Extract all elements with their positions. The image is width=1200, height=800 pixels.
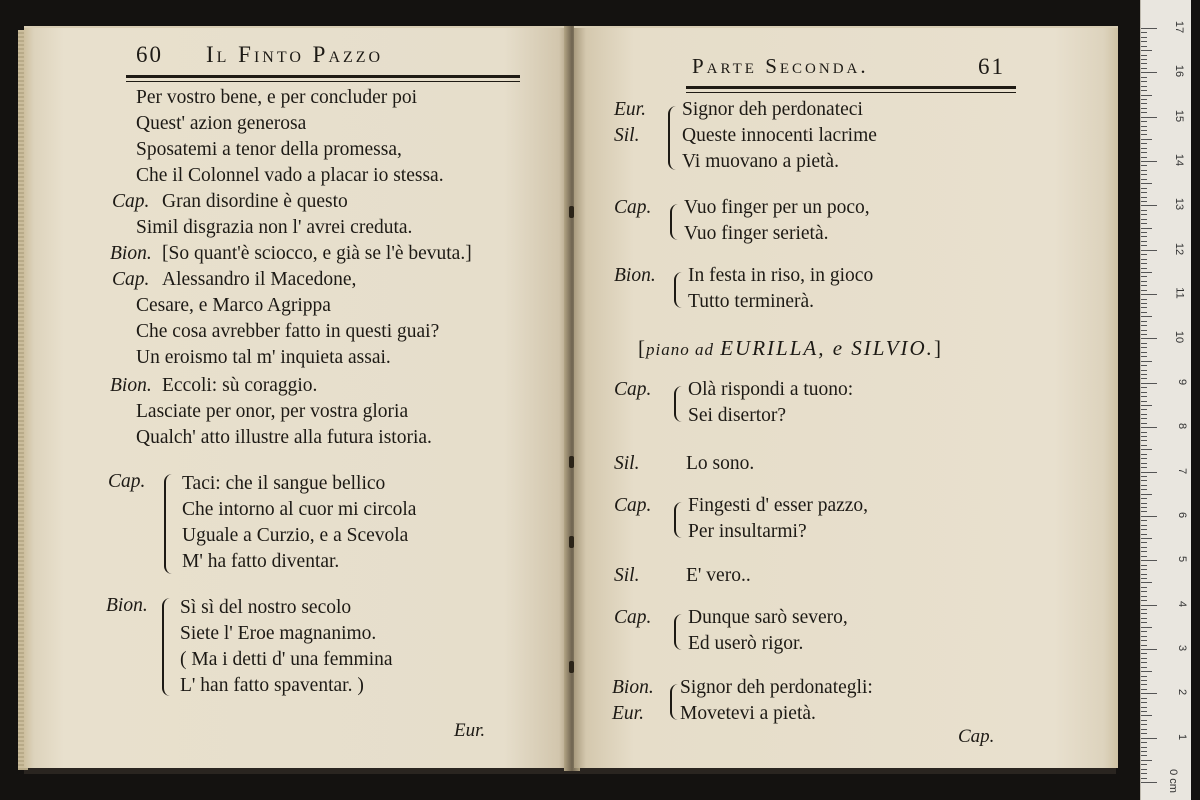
- ruler-minor-tick: [1141, 276, 1147, 277]
- ruler-minor-tick: [1141, 476, 1147, 477]
- ruler-minor-tick: [1141, 494, 1152, 495]
- ruler-minor-tick: [1141, 778, 1147, 779]
- ruler-minor-tick: [1141, 667, 1147, 668]
- speaker-label: Cap.: [614, 607, 652, 628]
- ruler-minor-tick: [1141, 702, 1147, 703]
- text-line: Che intorno al cuor mi circola: [182, 499, 417, 520]
- speaker-label: Cap.: [614, 379, 652, 400]
- ruler-minor-tick: [1141, 698, 1147, 699]
- ruler-minor-tick: [1141, 365, 1147, 366]
- text-line: In festa in riso, in gioco: [688, 265, 874, 286]
- text-line: L' han fatto spaventar. ): [180, 675, 364, 696]
- open-book: [24, 26, 1116, 774]
- ruler-minor-tick: [1141, 724, 1147, 725]
- ruler-minor-tick: [1141, 343, 1147, 344]
- ruler-major-tick: [1141, 782, 1157, 783]
- ruler-minor-tick: [1141, 59, 1147, 60]
- ruler-minor-tick: [1141, 640, 1147, 641]
- ruler-minor-tick: [1141, 596, 1147, 597]
- ruler-minor-tick: [1141, 387, 1147, 388]
- ruler-minor-tick: [1141, 671, 1152, 672]
- text-line: Che cosa avrebber fatto in questi guai?: [136, 321, 440, 342]
- ruler-minor-tick: [1141, 467, 1147, 468]
- ruler-minor-tick: [1141, 179, 1147, 180]
- ruler-minor-tick: [1141, 259, 1147, 260]
- stage-open-bracket: [: [638, 336, 646, 360]
- ruler-minor-tick: [1141, 742, 1147, 743]
- stage-italic: piano ad: [646, 340, 714, 359]
- ruler-minor-tick: [1141, 454, 1147, 455]
- ruler-minor-tick: [1141, 507, 1147, 508]
- ruler-minor-tick: [1141, 86, 1147, 87]
- ruler-minor-tick: [1141, 90, 1147, 91]
- text-line: Tutto terminerà.: [688, 291, 815, 312]
- header-rule-2: [686, 92, 1016, 93]
- ruler-minor-tick: [1141, 307, 1147, 308]
- ruler-minor-tick: [1141, 157, 1147, 158]
- ruler-minor-tick: [1141, 316, 1152, 317]
- ruler-minor-tick: [1141, 569, 1147, 570]
- ruler-minor-tick: [1141, 170, 1147, 171]
- ruler-minor-tick: [1141, 152, 1147, 153]
- ruler-minor-tick: [1141, 405, 1152, 406]
- speaker-label: Cap.: [108, 471, 146, 492]
- ruler-minor-tick: [1141, 148, 1147, 149]
- ruler-minor-tick: [1141, 41, 1147, 42]
- ruler-minor-tick: [1141, 121, 1147, 122]
- ruler-minor-tick: [1141, 241, 1147, 242]
- text-line: Fingesti d' esser pazzo,: [688, 495, 869, 516]
- ruler-major-tick: [1141, 294, 1157, 295]
- speaker-label: Bion.: [614, 265, 656, 286]
- ruler-label: 15: [1172, 109, 1185, 122]
- ruler-major-tick: [1141, 117, 1157, 118]
- text-line: Vuo finger serietà.: [684, 223, 829, 244]
- ruler-minor-tick: [1141, 662, 1147, 663]
- text-line: Cesare, e Marco Agrippa: [136, 295, 331, 316]
- catchword: Eur.: [454, 720, 486, 741]
- ruler-minor-tick: [1141, 591, 1147, 592]
- ruler-minor-tick: [1141, 210, 1147, 211]
- ruler-minor-tick: [1141, 55, 1147, 56]
- text-line: Per insultarmi?: [688, 521, 807, 542]
- ruler-label: 9: [1175, 378, 1188, 385]
- text-line: Sposatemi a tenor della promessa,: [136, 139, 402, 160]
- ruler-major-tick: [1141, 338, 1157, 339]
- stage-direction: [638, 336, 942, 361]
- ruler-minor-tick: [1141, 551, 1147, 552]
- text-line: Dunque sarò severo,: [688, 607, 848, 628]
- text-line: Simil disgrazia non l' avrei creduta.: [136, 217, 413, 238]
- ruler-label: 14: [1172, 153, 1185, 167]
- brace: [674, 502, 688, 538]
- ruler-minor-tick: [1141, 432, 1147, 433]
- ruler-minor-tick: [1141, 618, 1147, 619]
- ruler-minor-tick: [1141, 361, 1152, 362]
- ruler-minor-tick: [1141, 720, 1147, 721]
- ruler-minor-tick: [1141, 370, 1147, 371]
- speaker-label: Eur.: [612, 703, 644, 724]
- ruler-minor-tick: [1141, 534, 1147, 535]
- ruler-minor-tick: [1141, 769, 1147, 770]
- ruler-minor-tick: [1141, 99, 1147, 100]
- ruler-minor-tick: [1141, 232, 1147, 233]
- ruler-minor-tick: [1141, 582, 1152, 583]
- ruler-minor-tick: [1141, 418, 1147, 419]
- ruler-minor-tick: [1141, 50, 1152, 51]
- brace: [674, 386, 688, 422]
- ruler-label: 6: [1175, 511, 1188, 518]
- ruler-minor-tick: [1141, 489, 1147, 490]
- ruler-minor-tick: [1141, 733, 1147, 734]
- ruler-minor-tick: [1141, 396, 1147, 397]
- ruler-minor-tick: [1141, 95, 1152, 96]
- speaker-label: Sil.: [614, 565, 640, 586]
- left-page-number: 60: [136, 42, 163, 67]
- text-line: ( Ma i detti d' una femmina: [180, 649, 393, 670]
- ruler-minor-tick: [1141, 81, 1147, 82]
- stage-close-bracket: ]: [933, 336, 942, 360]
- ruler-minor-tick: [1141, 525, 1147, 526]
- right-page: [574, 26, 1118, 768]
- ruler-minor-tick: [1141, 245, 1147, 246]
- ruler-minor-tick: [1141, 254, 1147, 255]
- ruler-minor-tick: [1141, 197, 1147, 198]
- ruler-minor-tick: [1141, 290, 1147, 291]
- ruler-minor-tick: [1141, 773, 1147, 774]
- ruler-minor-tick: [1141, 414, 1147, 415]
- measuring-ruler: [1140, 0, 1191, 800]
- text-line: Quest' azion generosa: [136, 113, 307, 134]
- ruler-minor-tick: [1141, 613, 1147, 614]
- text-line: Per vostro bene, e per concluder poi: [136, 87, 418, 108]
- ruler-minor-tick: [1141, 547, 1147, 548]
- ruler-minor-tick: [1141, 653, 1147, 654]
- ruler-minor-tick: [1141, 174, 1147, 175]
- ruler-minor-tick: [1141, 751, 1147, 752]
- ruler-minor-tick: [1141, 347, 1147, 348]
- ruler-minor-tick: [1141, 68, 1147, 69]
- ruler-label: 4: [1175, 600, 1188, 607]
- text-line: Olà rispondi a tuono:: [688, 379, 854, 400]
- brace: [164, 474, 178, 574]
- ruler-label: 7: [1175, 467, 1188, 474]
- text-line: Movetevi a pietà.: [680, 703, 816, 724]
- ruler-major-tick: [1141, 516, 1157, 517]
- ruler-minor-tick: [1141, 747, 1147, 748]
- ruler-minor-tick: [1141, 565, 1147, 566]
- text-line: Vuo finger per un poco,: [684, 197, 870, 218]
- ruler-minor-tick: [1141, 325, 1147, 326]
- ruler-minor-tick: [1141, 556, 1147, 557]
- ruler-minor-tick: [1141, 165, 1147, 166]
- catchword: Cap.: [958, 726, 995, 747]
- text-line: Uguale a Curzio, e a Scevola: [182, 525, 409, 546]
- ruler-label: 12: [1172, 242, 1185, 255]
- ruler-minor-tick: [1141, 609, 1147, 610]
- ruler-minor-tick: [1141, 755, 1147, 756]
- text-line: Eccoli: sù coraggio.: [162, 375, 318, 396]
- text-line: Lo sono.: [686, 453, 755, 474]
- text-line: Vi muovano a pietà.: [682, 151, 839, 172]
- ruler-minor-tick: [1141, 281, 1147, 282]
- ruler-minor-tick: [1141, 401, 1147, 402]
- ruler-minor-tick: [1141, 356, 1147, 357]
- ruler-minor-tick: [1141, 228, 1152, 229]
- ruler-minor-tick: [1141, 715, 1152, 716]
- brace: [674, 272, 688, 308]
- ruler-minor-tick: [1141, 126, 1147, 127]
- ruler-label: 3: [1175, 644, 1188, 651]
- ruler-minor-tick: [1141, 32, 1147, 33]
- ruler-minor-tick: [1141, 658, 1147, 659]
- text-line: E' vero..: [686, 565, 751, 586]
- ruler-minor-tick: [1141, 192, 1147, 193]
- ruler-minor-tick: [1141, 46, 1147, 47]
- ruler-minor-tick: [1141, 538, 1152, 539]
- text-line: Taci: che il sangue bellico: [182, 473, 386, 494]
- text-line: Queste innocenti lacrime: [682, 125, 877, 146]
- ruler-minor-tick: [1141, 760, 1152, 761]
- ruler-major-tick: [1141, 472, 1157, 473]
- ruler-minor-tick: [1141, 374, 1147, 375]
- ruler-minor-tick: [1141, 440, 1147, 441]
- ruler-major-tick: [1141, 693, 1157, 694]
- ruler-minor-tick: [1141, 236, 1147, 237]
- speaker-label: Sil.: [614, 453, 640, 474]
- ruler-minor-tick: [1141, 103, 1147, 104]
- ruler-label: 2: [1175, 689, 1188, 696]
- ruler-major-tick: [1141, 738, 1157, 739]
- speaker-label: Cap.: [112, 191, 150, 212]
- speaker-label: Cap.: [614, 197, 652, 218]
- ruler-minor-tick: [1141, 223, 1147, 224]
- brace: [162, 598, 176, 696]
- stage-names: EURILLA, e SILVIO.: [720, 336, 934, 360]
- ruler-minor-tick: [1141, 409, 1147, 410]
- ruler-minor-tick: [1141, 729, 1147, 730]
- text-line: Lasciate per onor, per vostra gloria: [136, 401, 409, 422]
- ruler-minor-tick: [1141, 423, 1147, 424]
- ruler-major-tick: [1141, 649, 1157, 650]
- text-line: M' ha fatto diventar.: [182, 551, 340, 572]
- ruler-minor-tick: [1141, 587, 1147, 588]
- left-running-head: Il Finto Pazzo: [206, 42, 384, 67]
- text-line: Signor deh perdonategli:: [680, 677, 873, 698]
- ruler-minor-tick: [1141, 600, 1147, 601]
- ruler-minor-tick: [1141, 529, 1147, 530]
- ruler-minor-tick: [1141, 378, 1147, 379]
- ruler-minor-tick: [1141, 285, 1147, 286]
- ruler-minor-tick: [1141, 272, 1152, 273]
- ruler-minor-tick: [1141, 449, 1152, 450]
- ruler-label: 16: [1172, 65, 1185, 78]
- ruler-label: 8: [1175, 423, 1188, 430]
- ruler-major-tick: [1141, 427, 1157, 428]
- text-line: Sei disertor?: [688, 405, 787, 426]
- ruler-minor-tick: [1141, 458, 1147, 459]
- speaker-label: Bion.: [106, 595, 148, 616]
- ruler-minor-tick: [1141, 183, 1152, 184]
- ruler-minor-tick: [1141, 143, 1147, 144]
- text-line: Qualch' atto illustre alla futura istoria.: [136, 427, 432, 448]
- ruler-label: 0 cm: [1167, 769, 1180, 793]
- ruler-minor-tick: [1141, 134, 1147, 135]
- text-line: Alessandro il Macedone,: [162, 269, 357, 290]
- ruler-minor-tick: [1141, 108, 1147, 109]
- ruler-minor-tick: [1141, 312, 1147, 313]
- speaker-label: Bion.: [110, 243, 152, 264]
- speaker-label: Cap.: [614, 495, 652, 516]
- text-line: Sì sì del nostro secolo: [180, 597, 352, 618]
- ruler-minor-tick: [1141, 707, 1147, 708]
- ruler-major-tick: [1141, 383, 1157, 384]
- text-line: Gran disordine è questo: [162, 191, 348, 212]
- speaker-label: Eur.: [614, 99, 646, 120]
- ruler-major-tick: [1141, 250, 1157, 251]
- ruler-minor-tick: [1141, 334, 1147, 335]
- ruler-minor-tick: [1141, 676, 1147, 677]
- ruler-label: 17: [1172, 20, 1185, 34]
- speaker-label: Sil.: [614, 125, 640, 146]
- ruler-minor-tick: [1141, 463, 1147, 464]
- ruler-minor-tick: [1141, 711, 1147, 712]
- brace: [670, 204, 684, 240]
- ruler-minor-tick: [1141, 578, 1147, 579]
- ruler-minor-tick: [1141, 511, 1147, 512]
- speaker-label: Bion.: [612, 677, 654, 698]
- speaker-label: Bion.: [110, 375, 152, 396]
- ruler-minor-tick: [1141, 63, 1147, 64]
- header-rule: [686, 86, 1016, 89]
- ruler-minor-tick: [1141, 622, 1147, 623]
- ruler-minor-tick: [1141, 498, 1147, 499]
- ruler-minor-tick: [1141, 445, 1147, 446]
- ruler-minor-tick: [1141, 352, 1147, 353]
- ruler-minor-tick: [1141, 436, 1147, 437]
- ruler-major-tick: [1141, 560, 1157, 561]
- ruler-label: 10: [1172, 331, 1185, 344]
- ruler-minor-tick: [1141, 219, 1147, 220]
- ruler-minor-tick: [1141, 574, 1147, 575]
- ruler-minor-tick: [1141, 130, 1147, 131]
- brace: [668, 106, 682, 170]
- text-line: Signor deh perdonateci: [682, 99, 863, 120]
- ruler-label: 5: [1175, 556, 1188, 563]
- ruler-minor-tick: [1141, 684, 1147, 685]
- ruler-minor-tick: [1141, 263, 1147, 264]
- ruler-major-tick: [1141, 161, 1157, 162]
- ruler-minor-tick: [1141, 503, 1147, 504]
- ruler-minor-tick: [1141, 689, 1147, 690]
- ruler-minor-tick: [1141, 680, 1147, 681]
- ruler-label: 11: [1173, 287, 1186, 299]
- ruler-minor-tick: [1141, 627, 1152, 628]
- ruler-label: 1: [1175, 733, 1188, 740]
- ruler-minor-tick: [1141, 392, 1147, 393]
- ruler-minor-tick: [1141, 485, 1147, 486]
- text-line: Ed userò rigor.: [688, 633, 804, 654]
- text-line: Un eroismo tal m' inquieta assai.: [136, 347, 391, 368]
- text-line: Siete l' Eroe magnanimo.: [180, 623, 377, 644]
- ruler-minor-tick: [1141, 303, 1147, 304]
- ruler-minor-tick: [1141, 112, 1147, 113]
- ruler-minor-tick: [1141, 645, 1147, 646]
- ruler-minor-tick: [1141, 201, 1147, 202]
- ruler-major-tick: [1141, 72, 1157, 73]
- text-line: [So quant'è sciocco, e già se l'è bevuta.]: [162, 243, 472, 264]
- ruler-minor-tick: [1141, 542, 1147, 543]
- ruler-minor-tick: [1141, 268, 1147, 269]
- ruler-label: 13: [1172, 198, 1185, 211]
- ruler-minor-tick: [1141, 764, 1147, 765]
- ruler-minor-tick: [1141, 631, 1147, 632]
- right-page-number: 61: [978, 54, 1005, 79]
- ruler-major-tick: [1141, 605, 1157, 606]
- header-rule-2: [126, 81, 520, 82]
- header-rule: [126, 75, 520, 78]
- ruler-minor-tick: [1141, 77, 1147, 78]
- ruler-minor-tick: [1141, 480, 1147, 481]
- ruler-minor-tick: [1141, 37, 1147, 38]
- ruler-minor-tick: [1141, 139, 1152, 140]
- brace: [674, 614, 688, 650]
- right-running-head: Parte Seconda.: [692, 54, 869, 78]
- ruler-minor-tick: [1141, 520, 1147, 521]
- text-line: Che il Colonnel vado a placar io stessa.: [136, 165, 444, 186]
- left-page: [24, 26, 570, 768]
- ruler-minor-tick: [1141, 330, 1147, 331]
- ruler-minor-tick: [1141, 214, 1147, 215]
- ruler-minor-tick: [1141, 321, 1147, 322]
- speaker-label: Cap.: [112, 269, 150, 290]
- ruler-minor-tick: [1141, 188, 1147, 189]
- ruler-minor-tick: [1141, 299, 1147, 300]
- ruler-major-tick: [1141, 205, 1157, 206]
- ruler-minor-tick: [1141, 636, 1147, 637]
- ruler-major-tick: [1141, 28, 1157, 29]
